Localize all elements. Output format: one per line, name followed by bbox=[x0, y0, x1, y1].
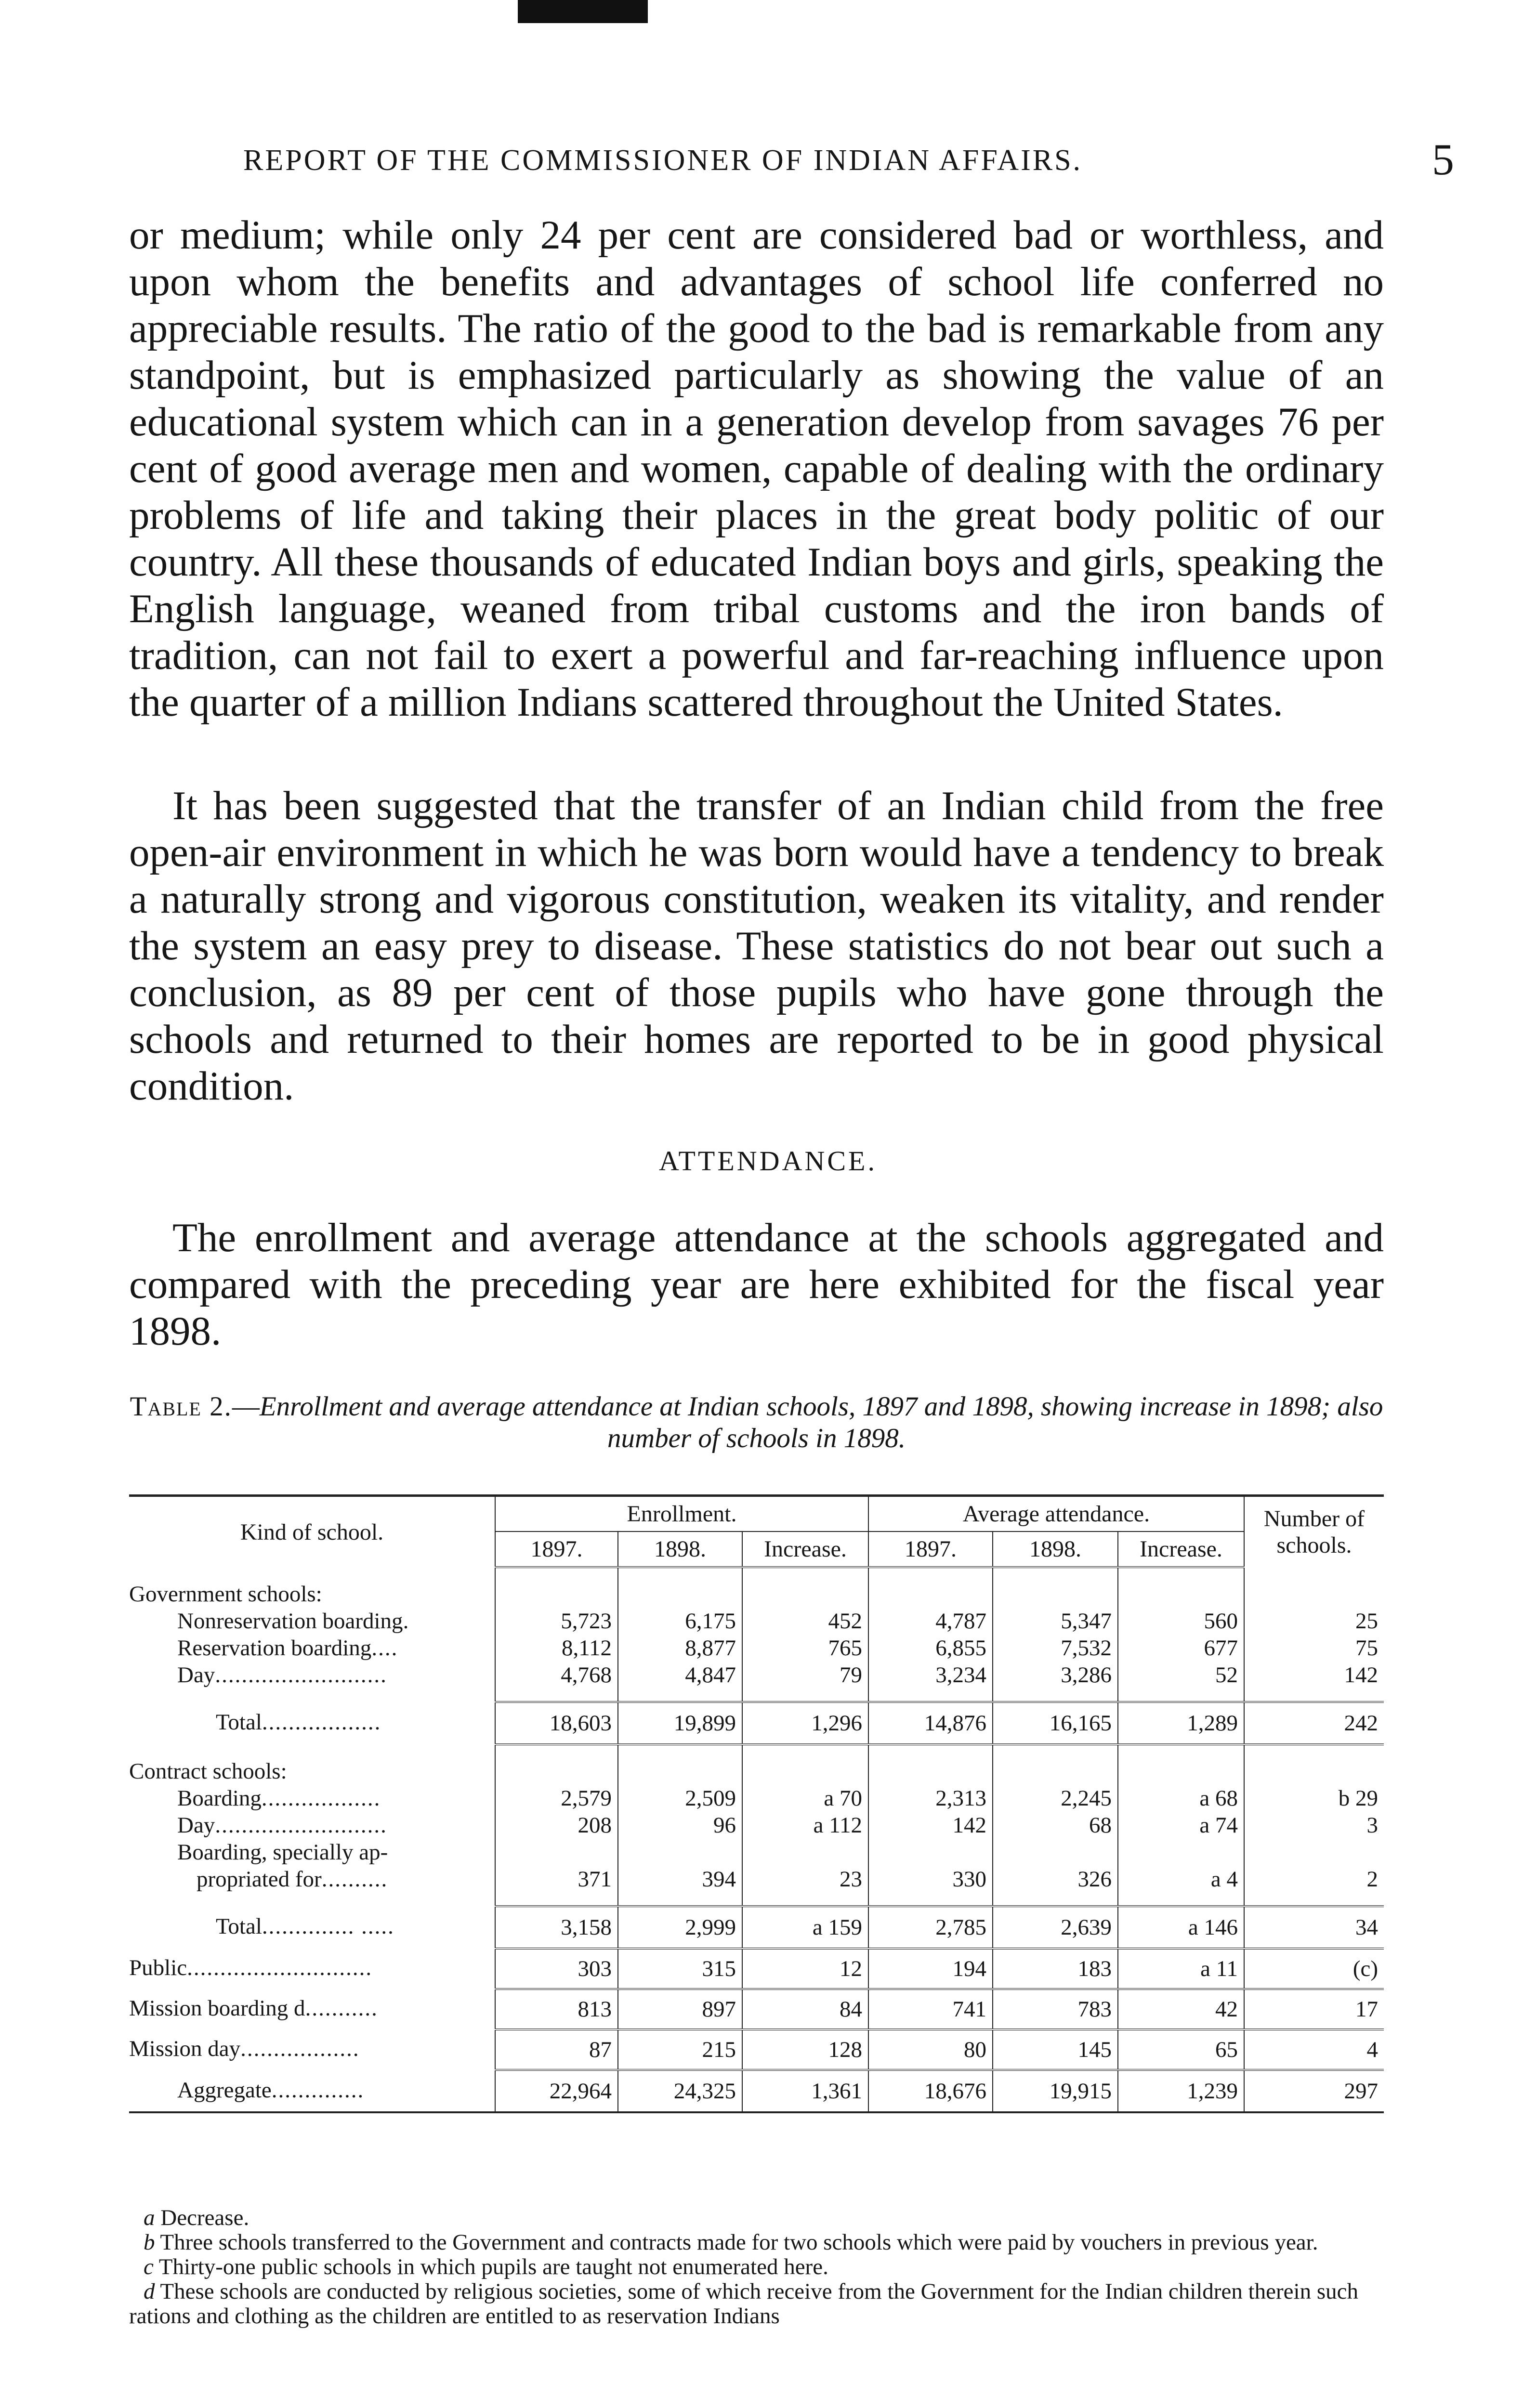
cell: a 11 bbox=[1118, 1949, 1244, 1989]
header-1897: 1897. bbox=[868, 1531, 993, 1567]
cell: 208 bbox=[495, 1812, 618, 1839]
cell: a 4 bbox=[1118, 1866, 1244, 1893]
cell: 42 bbox=[1118, 1989, 1244, 2029]
footnote: a Decrease. bbox=[144, 2205, 249, 2230]
cell: 68 bbox=[993, 1812, 1118, 1839]
cell: 1,239 bbox=[1118, 2070, 1244, 2112]
row-label: Total.................. bbox=[216, 1710, 381, 1735]
cell: 741 bbox=[868, 1989, 993, 2029]
table-row bbox=[129, 1839, 1384, 1866]
cell: 303 bbox=[495, 1949, 618, 1989]
cell: 371 bbox=[495, 1866, 618, 1893]
cell: 326 bbox=[993, 1866, 1118, 1893]
cell: 3,158 bbox=[495, 1906, 618, 1949]
cell: 813 bbox=[495, 1989, 618, 2029]
cell: 765 bbox=[742, 1635, 868, 1662]
table-row bbox=[129, 1662, 1384, 1688]
cell: 194 bbox=[868, 1949, 993, 1989]
cell: 330 bbox=[868, 1866, 993, 1893]
cell: 677 bbox=[1118, 1635, 1244, 1662]
cell: a 74 bbox=[1118, 1812, 1244, 1839]
cell: 1,296 bbox=[742, 1702, 868, 1744]
row-label: Day.......................... bbox=[177, 1813, 387, 1838]
cell: 52 bbox=[1118, 1662, 1244, 1688]
paragraph: It has been suggested that the transfer of an Indian child from the free open-air environment in which he was born would have a tendency to break a naturally strong and vigorous constitution, weaken its vitality, and render the system an easy prey to disease. These statistics do not bear out such a conclusion, as 89 per cent of those pupils who have gone through the schools and returned to their homes are reported to be in good physical condition. bbox=[129, 783, 1384, 1109]
table-row bbox=[129, 1785, 1384, 1812]
cell: 18,603 bbox=[495, 1702, 618, 1744]
footnotes bbox=[129, 2206, 1384, 2329]
cell: 16,165 bbox=[993, 1702, 1118, 1744]
table-row bbox=[129, 2029, 1384, 2070]
footnote: b Three schools transferred to the Government and contracts made for two schools which were paid by vouchers in previous year. bbox=[144, 2230, 1318, 2255]
cell: 2 bbox=[1244, 1866, 1384, 1893]
table-row bbox=[129, 1989, 1384, 2029]
cell: 22,964 bbox=[495, 2070, 618, 2112]
row-label: Public............................ bbox=[129, 1955, 373, 1980]
cell: 2,785 bbox=[868, 1906, 993, 1949]
cell: 142 bbox=[1244, 1662, 1384, 1688]
cell: 452 bbox=[742, 1608, 868, 1635]
table-row bbox=[129, 1906, 1384, 1949]
cell: 1,361 bbox=[742, 2070, 868, 2112]
page-number: 5 bbox=[1432, 135, 1454, 184]
cell: 79 bbox=[742, 1662, 868, 1688]
cell: 19,899 bbox=[618, 1702, 742, 1744]
cell: 3,234 bbox=[868, 1662, 993, 1688]
row-label: propriated for.......... bbox=[197, 1867, 388, 1892]
cell: 7,532 bbox=[993, 1635, 1118, 1662]
row-label: Nonreservation boarding. bbox=[177, 1609, 410, 1634]
cell: a 70 bbox=[742, 1785, 868, 1812]
cell: 12 bbox=[742, 1949, 868, 1989]
cell: 96 bbox=[618, 1812, 742, 1839]
cell: 25 bbox=[1244, 1608, 1384, 1635]
cell: 3 bbox=[1244, 1812, 1384, 1839]
cell: 19,915 bbox=[993, 2070, 1118, 2112]
footnote: d These schools are conducted by religious societies, some of which receive from the Government for the Indian children therein such rations and clothing as the children are entitled to as reservation Indians bbox=[129, 2279, 1358, 2329]
header-1897: 1897. bbox=[495, 1531, 618, 1567]
table-row bbox=[129, 1635, 1384, 1662]
cell: 315 bbox=[618, 1949, 742, 1989]
cell: 4,787 bbox=[868, 1608, 993, 1635]
header-kind: Kind of school. bbox=[129, 1496, 495, 1568]
cell: 2,999 bbox=[618, 1906, 742, 1949]
cell: 897 bbox=[618, 1989, 742, 2029]
cell: a 68 bbox=[1118, 1785, 1244, 1812]
table-row bbox=[129, 1758, 1384, 1785]
cell: 145 bbox=[993, 2029, 1118, 2070]
paragraph: The enrollment and average attendance at the schools aggregated and compared with the preceding year are here exhibited for the fiscal year 1898. bbox=[129, 1215, 1384, 1354]
running-title: REPORT OF THE COMMISSIONER OF INDIAN AFFAIRS. bbox=[243, 144, 1083, 177]
enrollment-table bbox=[129, 1494, 1384, 2113]
cell: 2,245 bbox=[993, 1785, 1118, 1812]
group-label: Contract schools: bbox=[129, 1759, 287, 1784]
cell: 2,313 bbox=[868, 1785, 993, 1812]
cell: 80 bbox=[868, 2029, 993, 2070]
header-increase: Increase. bbox=[1118, 1531, 1244, 1567]
row-label: Mission boarding d........... bbox=[129, 1996, 378, 2021]
cell: 18,676 bbox=[868, 2070, 993, 2112]
group-label: Government schools: bbox=[129, 1582, 322, 1607]
row-label: Boarding, specially ap- bbox=[177, 1840, 388, 1865]
cell: 142 bbox=[868, 1812, 993, 1839]
cell: a 146 bbox=[1118, 1906, 1244, 1949]
cell: 297 bbox=[1244, 2070, 1384, 2112]
row-label: Day.......................... bbox=[177, 1662, 387, 1688]
footnote: c Thirty-one public schools in which pupils are taught not enumerated here. bbox=[144, 2254, 828, 2279]
cell: 75 bbox=[1244, 1635, 1384, 1662]
header-increase: Increase. bbox=[742, 1531, 868, 1567]
header-attendance: Average attendance. bbox=[868, 1496, 1244, 1532]
table-row bbox=[129, 1812, 1384, 1839]
table-row bbox=[129, 1702, 1384, 1744]
cell: 5,723 bbox=[495, 1608, 618, 1635]
section-heading: ATTENDANCE. bbox=[659, 1145, 877, 1177]
cell: 4,768 bbox=[495, 1662, 618, 1688]
table-caption: Table 2.—Enrollment and average attendance at Indian schools, 1897 and 1898, showing increase in 1898; also number of schools in 1898. bbox=[130, 1391, 1383, 1453]
cell: a 159 bbox=[742, 1906, 868, 1949]
row-label: Boarding.................. bbox=[177, 1786, 381, 1811]
cell: 2,509 bbox=[618, 1785, 742, 1812]
row-label: Mission day.................. bbox=[129, 2036, 360, 2061]
cell: 4,847 bbox=[618, 1662, 742, 1688]
cell: 4 bbox=[1244, 2029, 1384, 2070]
cell: 2,639 bbox=[993, 1906, 1118, 1949]
table-row bbox=[129, 2070, 1384, 2112]
cell: 6,855 bbox=[868, 1635, 993, 1662]
header-1898: 1898. bbox=[993, 1531, 1118, 1567]
table-row bbox=[129, 1581, 1384, 1608]
cell: 34 bbox=[1244, 1906, 1384, 1949]
cell: (c) bbox=[1244, 1949, 1384, 1989]
row-label: Total.............. ..... bbox=[216, 1914, 394, 1939]
cell: 8,112 bbox=[495, 1635, 618, 1662]
cell: 3,286 bbox=[993, 1662, 1118, 1688]
table-label: Table 2. bbox=[130, 1391, 232, 1422]
table-row bbox=[129, 1866, 1384, 1893]
cell: 215 bbox=[618, 2029, 742, 2070]
cell: 14,876 bbox=[868, 1702, 993, 1744]
cell: 6,175 bbox=[618, 1608, 742, 1635]
table-caption-text: Enrollment and average attendance at Indian schools, 1897 and 1898, showing increase in 1898; also number of schools in 1898. bbox=[259, 1391, 1383, 1453]
cell: 84 bbox=[742, 1989, 868, 2029]
page-scan-mark bbox=[518, 0, 648, 23]
cell: 183 bbox=[993, 1949, 1118, 1989]
header-1898: 1898. bbox=[618, 1531, 742, 1567]
cell: a 112 bbox=[742, 1812, 868, 1839]
cell: 5,347 bbox=[993, 1608, 1118, 1635]
cell: 23 bbox=[742, 1866, 868, 1893]
cell: 65 bbox=[1118, 2029, 1244, 2070]
cell: b 29 bbox=[1244, 1785, 1384, 1812]
cell: 24,325 bbox=[618, 2070, 742, 2112]
cell: 1,289 bbox=[1118, 1702, 1244, 1744]
header-schools: Number of schools. bbox=[1244, 1496, 1384, 1568]
cell: 87 bbox=[495, 2029, 618, 2070]
row-label: Aggregate.............. bbox=[129, 2070, 495, 2112]
table-row bbox=[129, 1608, 1384, 1635]
cell: 8,877 bbox=[618, 1635, 742, 1662]
cell: 394 bbox=[618, 1866, 742, 1893]
cell: 128 bbox=[742, 2029, 868, 2070]
cell: 242 bbox=[1244, 1702, 1384, 1744]
cell: 2,579 bbox=[495, 1785, 618, 1812]
table-row bbox=[129, 1949, 1384, 1989]
cell: 560 bbox=[1118, 1608, 1244, 1635]
header-enrollment: Enrollment. bbox=[495, 1496, 868, 1532]
paragraph: or medium; while only 24 per cent are considered bad or worthless, and upon whom the benefits and advantages of school life conferred no appreciable results. The ratio of the good to the bad is remarkable from any standpoint, but is emphasized particularly as showing the value of an educational system which can in a generation develop from savages 76 per cent of good average men and women, capable of dealing with the ordinary problems of life and taking their places in the great body politic of our country. All these thousands of educated Indian boys and girls, speaking the English language, weaned from tribal customs and the iron bands of tradition, can not fail to exert a powerful and far-reaching influence upon the quarter of a million Indians scattered throughout the United States. bbox=[129, 212, 1384, 725]
cell: 783 bbox=[993, 1989, 1118, 2029]
running-header bbox=[125, 134, 1454, 187]
cell: 17 bbox=[1244, 1989, 1384, 2029]
row-label: Reservation boarding.... bbox=[177, 1636, 398, 1661]
